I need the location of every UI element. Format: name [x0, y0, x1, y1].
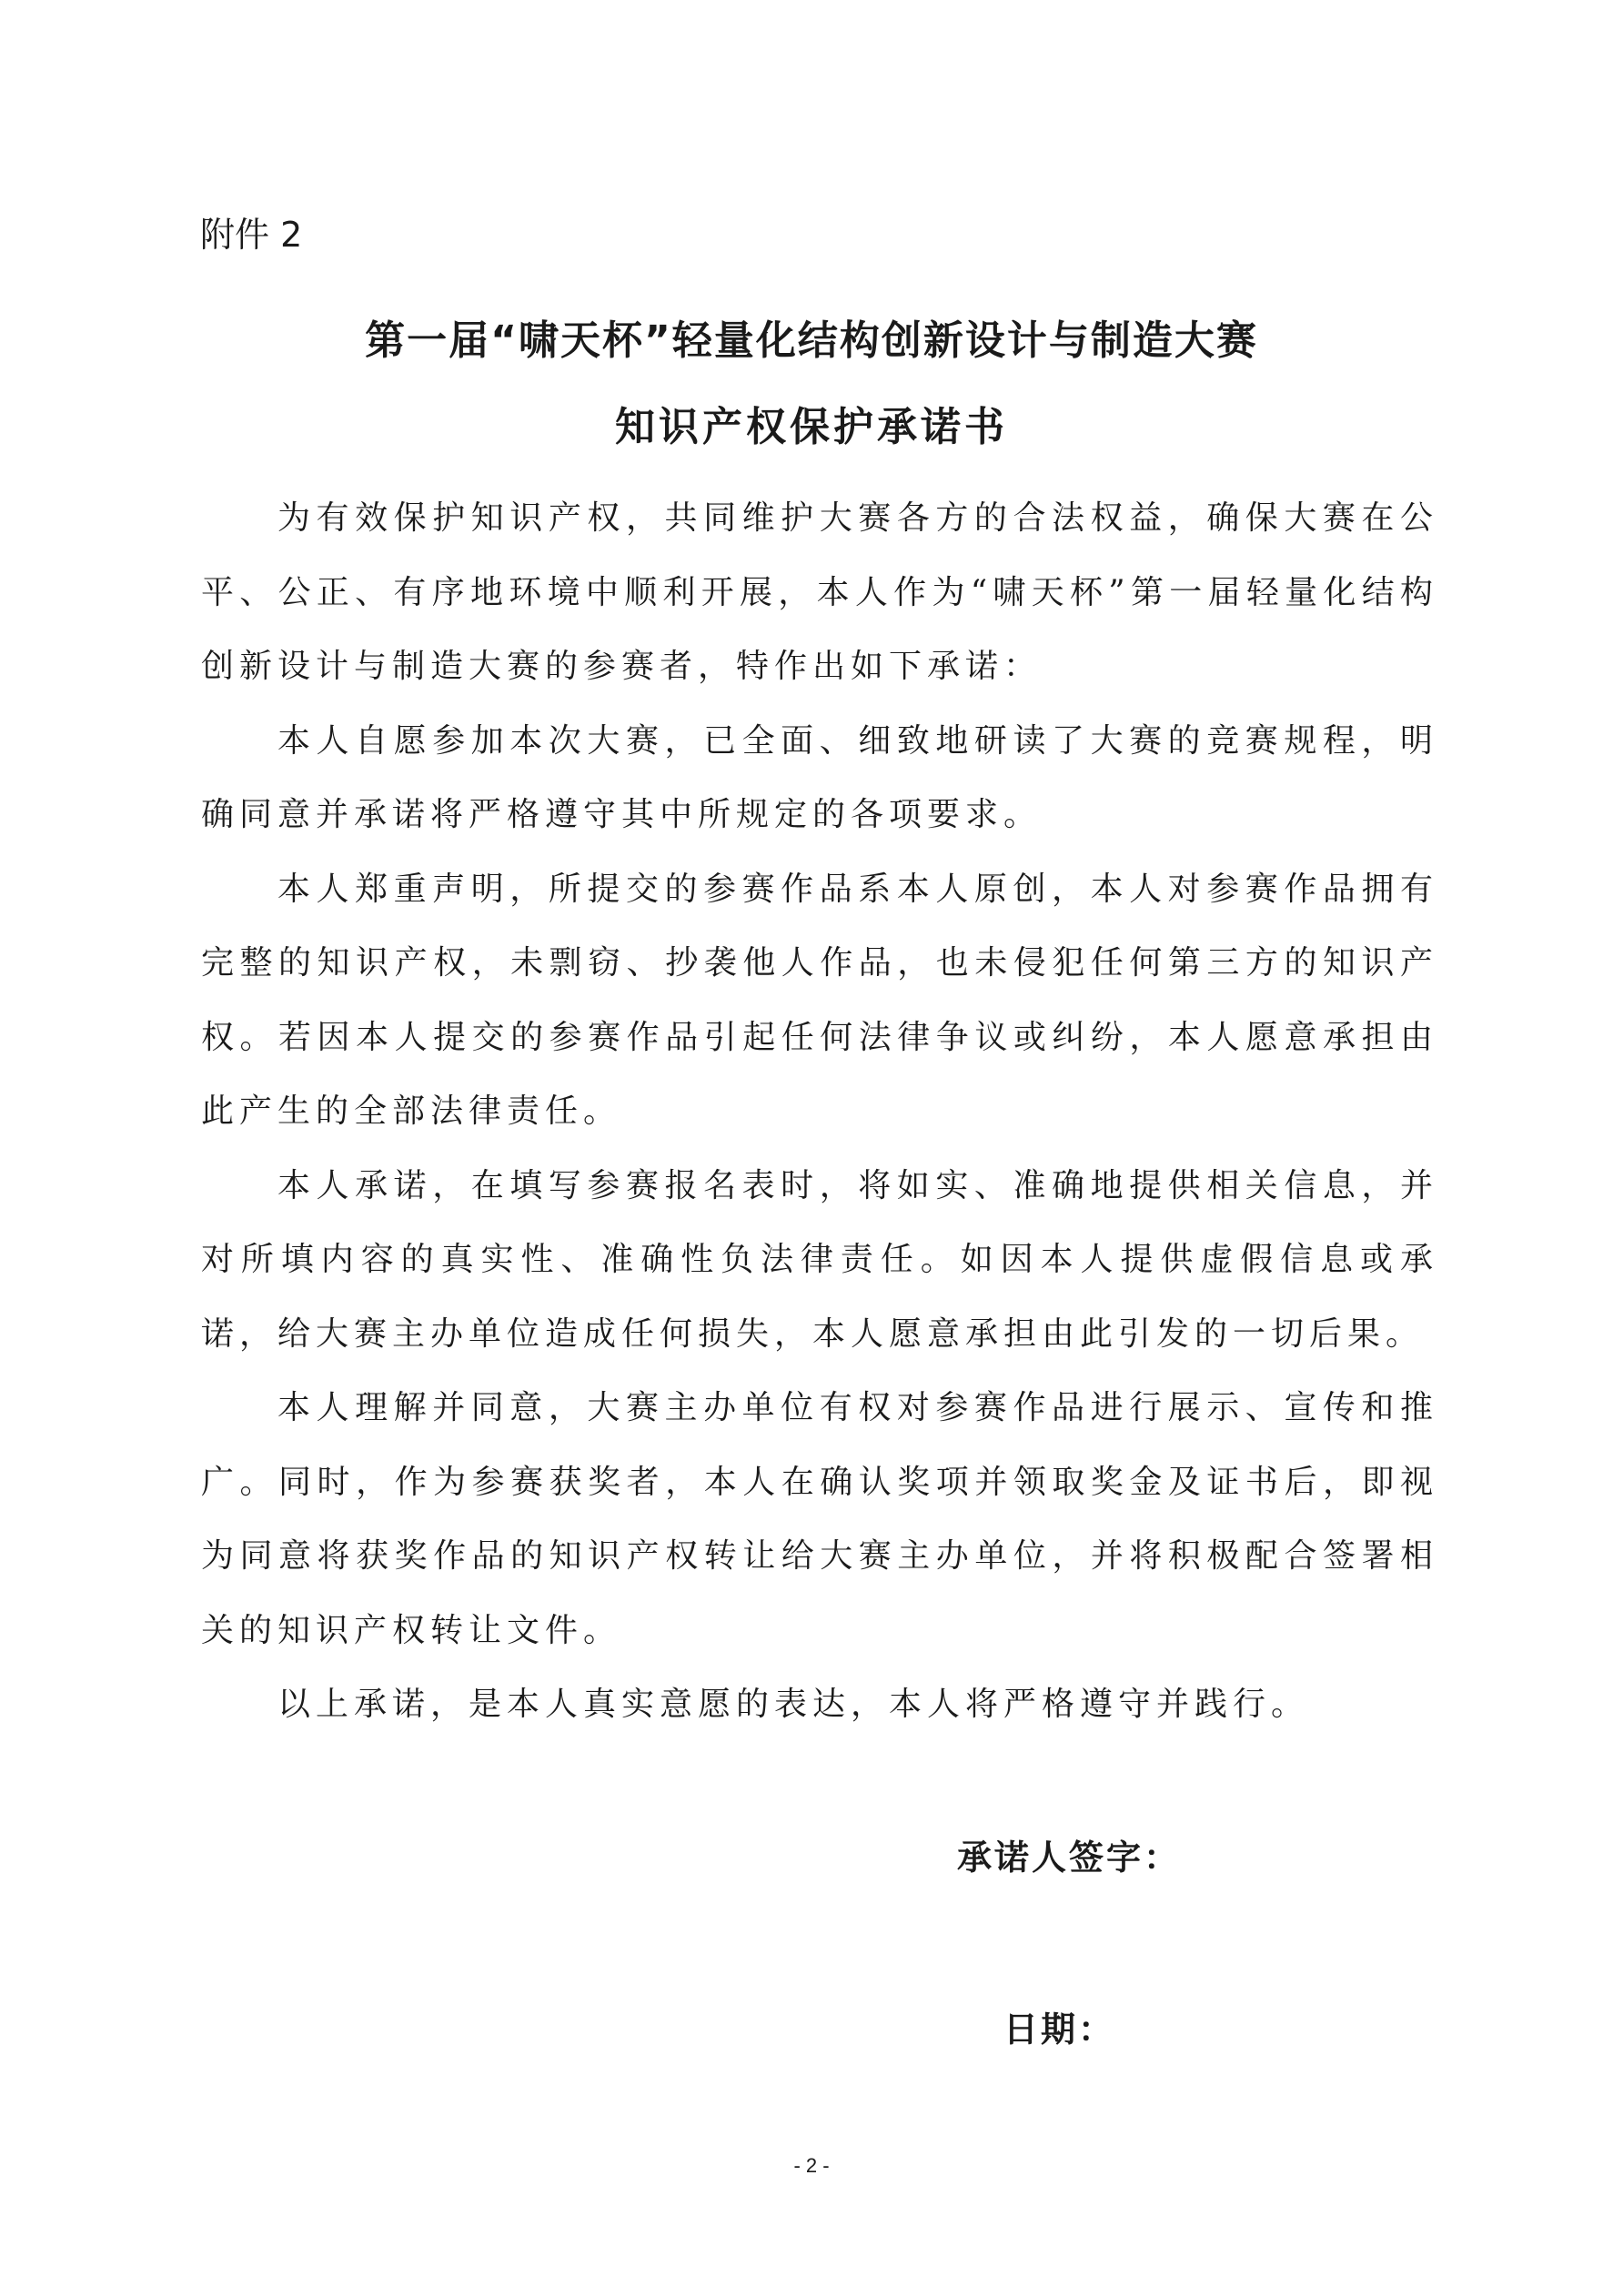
date-label: 日期： — [1003, 2009, 1116, 2049]
paragraph-originality: 本人郑重声明，所提交的参赛作品系本人原创，本人对参赛作品拥有完整的知识产权，未剽窃、抄袭他人作品，也未侵犯任何第三方的知识产权。若因本人提交的参赛作品引起任何法律争议或纠纷，本人愿意承担由此产生的全部法律责任。 — [201, 870, 1438, 1130]
paragraph-voluntary: 本人自愿参加本次大赛，已全面、细致地研读了大赛的竞赛规程，明确同意并承诺将严格遵守其中所规定的各项要求。 — [201, 721, 1438, 833]
paragraph-closing: 以上承诺，是本人真实意愿的表达，本人将严格遵守并践行。 — [277, 1686, 1310, 1723]
paragraph-registration: 本人承诺，在填写参赛报名表时，将如实、准确地提供相关信息，并对所填内容的真实性、准确性负法律责任。如因本人提供虚假信息或承诺，给大赛主办单位造成任何损失，本人愿意承担由此引发的一切后果。 — [201, 1166, 1438, 1353]
document-title-line2: 知识产权保护承诺书 — [615, 404, 1008, 450]
attachment-label: 附件 2 — [200, 215, 303, 255]
document-title-line1: 第一届“啸天杯”轻量化结构创新设计与制造大赛 — [365, 317, 1258, 364]
page-number: - 2 - — [793, 2154, 830, 2177]
paragraph-purpose: 为有效保护知识产权，共同维护大赛各方的合法权益，确保大赛在公平、公正、有序地环境中顺利开展，本人作为“啸天杯”第一届轻量化结构创新设计与制造大赛的参赛者，特作出如下承诺： — [201, 499, 1438, 685]
paragraph-ip-transfer: 本人理解并同意，大赛主办单位有权对参赛作品进行展示、宣传和推广。同时，作为参赛获奖者，本人在确认奖项并领取奖金及证书后，即视为同意将获奖作品的知识产权转让给大赛主办单位，并将积极配合签署相关的知识产权转让文件。 — [201, 1389, 1438, 1649]
signature-label: 承诺人签字： — [957, 1838, 1182, 1878]
document-body — [201, 481, 1438, 1742]
